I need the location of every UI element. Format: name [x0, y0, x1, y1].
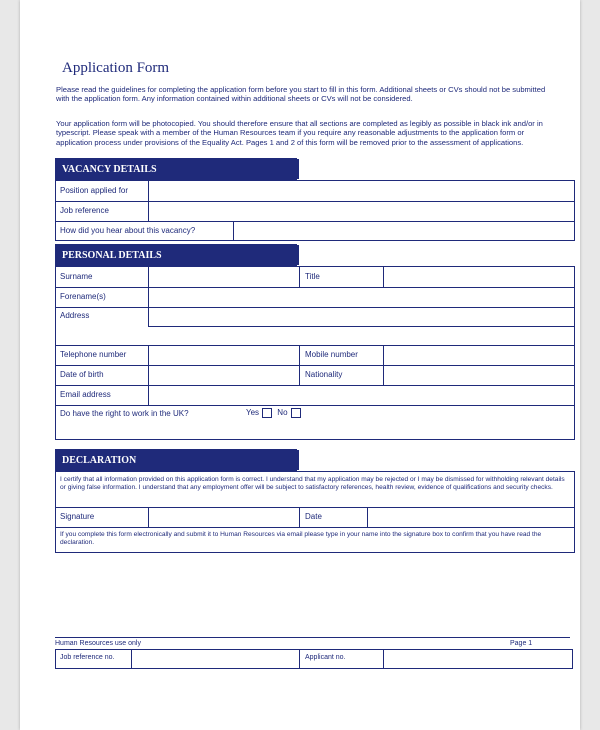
telephone-row [56, 345, 574, 366]
photocopy-note: Your application form will be photocopied. You should therefore ensure that all sections are completed as legibly as possible in black ink and/or in typescript. Please speak with a member of the Human Resources team if you require any reasonable adjustments to the application form or application process under provisions of the Equality Act. Pages 1 and 2 of this form will be removed prior to the assessment of applications. [56, 119, 543, 147]
personal-details-header: PERSONAL DETAILS [55, 244, 297, 266]
form-page [20, 0, 580, 730]
nationality-field[interactable] [384, 365, 574, 385]
no-label: No [277, 408, 288, 418]
footer-rule [55, 637, 570, 638]
title-label: Title [305, 272, 320, 281]
forenames-field[interactable] [149, 287, 574, 307]
electronic-note-row [56, 527, 574, 552]
footer-job-ref-field[interactable] [132, 650, 299, 668]
nationality-label: Nationality [305, 370, 343, 379]
yes-label: Yes [246, 408, 260, 418]
hear-label: How did you hear about this vacancy? [60, 226, 196, 235]
signature-row [56, 507, 574, 528]
hr-use-box [55, 649, 573, 669]
job-reference-field[interactable] [149, 201, 574, 221]
vacancy-details-box [55, 180, 575, 241]
mobile-field[interactable] [384, 345, 574, 365]
date-label: Date [305, 512, 322, 521]
position-label: Position applied for [60, 186, 129, 195]
telephone-field[interactable] [149, 345, 299, 365]
declaration-text: I certify that all information provided on this application form is correct. I understand that my application may be rejected or I may be dismissed for withholding relevant details or giving false information. I understand that any employment offer will be subject to satisfactory references, health review, evidence of qualifications and security checks. [60, 476, 565, 492]
right-to-work-options [246, 408, 304, 418]
telephone-label: Telephone number [60, 350, 127, 359]
right-to-work-row [56, 405, 574, 439]
declaration-header: DECLARATION [55, 449, 297, 471]
applicant-no-field[interactable] [384, 650, 572, 668]
date-field[interactable] [368, 507, 574, 527]
declaration-text-row [56, 472, 574, 508]
dob-row [56, 365, 574, 386]
email-label: Email address [60, 390, 111, 399]
intro-text: Please read the guidelines for completing the application form before you start to fill in this form. Additional sheets or CVs should not be submitted with the application form. Any information contained within additional sheets or CVs will not be considered. [56, 85, 546, 104]
job-reference-row [56, 201, 574, 222]
electronic-note: If you complete this form electronically and submit it to Human Resources via email please type in your name into the signature box to confirm that you have read the declaration. [60, 531, 542, 547]
dob-field[interactable] [149, 365, 299, 385]
yes-checkbox[interactable] [262, 408, 272, 418]
address-field[interactable] [149, 307, 574, 345]
surname-field[interactable] [149, 267, 299, 287]
address-label: Address [60, 311, 90, 320]
dob-label: Date of birth [60, 370, 104, 379]
address-row [56, 307, 574, 346]
applicant-no-label: Applicant no. [305, 654, 346, 661]
right-to-work-label: Do have the right to work in the UK? [60, 409, 189, 418]
job-reference-label: Job reference [60, 206, 109, 215]
hear-field[interactable] [234, 221, 574, 240]
position-row [56, 181, 574, 202]
forenames-row [56, 287, 574, 308]
email-row [56, 385, 574, 406]
vacancy-details-header: VACANCY DETAILS [55, 158, 297, 180]
signature-label: Signature [60, 512, 95, 521]
forenames-label: Forename(s) [60, 292, 106, 301]
email-field[interactable] [149, 385, 574, 405]
title-field[interactable] [384, 267, 574, 287]
page-title: Application Form [62, 60, 170, 76]
surname-row [56, 267, 574, 288]
hr-use-only-label: Human Resources use only [55, 640, 141, 647]
declaration-box [55, 471, 575, 553]
no-checkbox[interactable] [291, 408, 301, 418]
hear-row [56, 221, 574, 240]
signature-field[interactable] [149, 507, 299, 527]
position-field[interactable] [149, 181, 574, 201]
personal-details-box [55, 266, 575, 440]
footer-job-ref-label: Job reference no. [60, 654, 115, 661]
page-number: Page 1 [510, 640, 533, 647]
surname-label: Surname [60, 272, 93, 281]
mobile-label: Mobile number [305, 350, 358, 359]
